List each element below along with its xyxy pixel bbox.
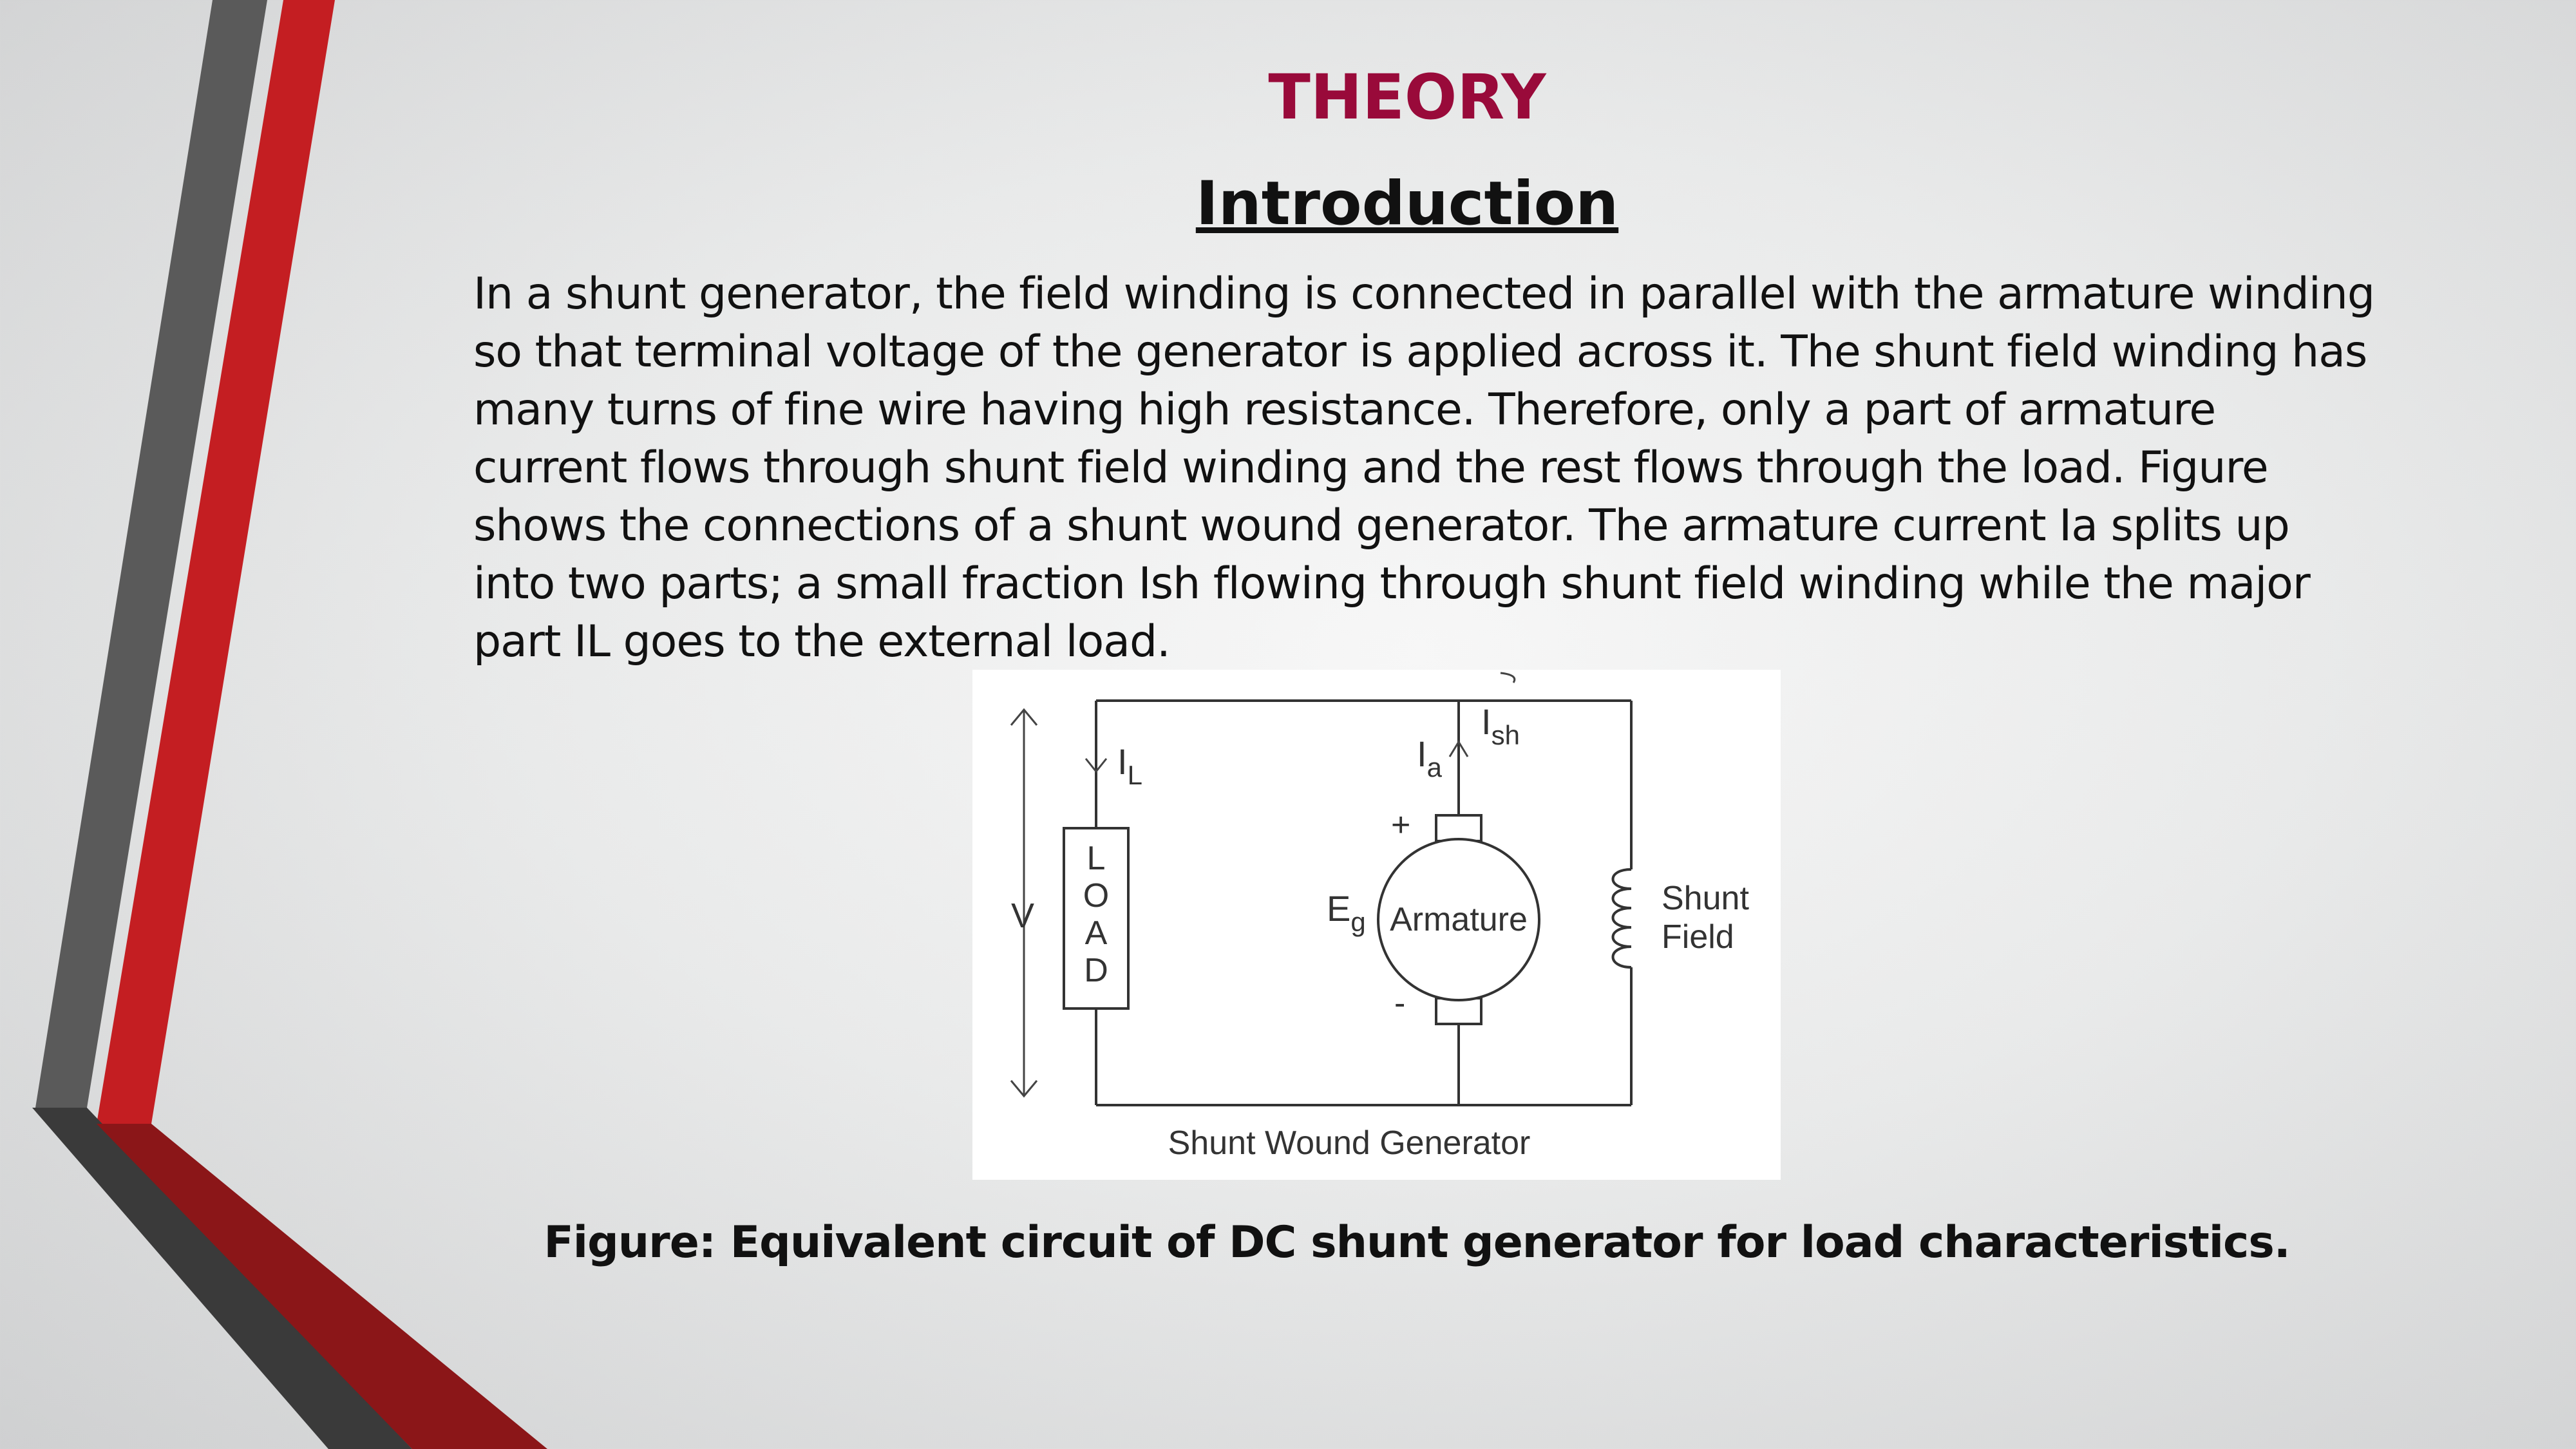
shunt-generator-circuit <box>972 670 1781 1180</box>
figure-caption: Figure: Equivalent circuit of DC shunt generator for load characteristics. <box>544 1217 2290 1268</box>
voltage-label: V <box>1011 896 1035 935</box>
armature-brush-bottom <box>1436 998 1481 1024</box>
load-letter-o: O <box>1083 877 1110 914</box>
armature-label: Armature <box>1390 901 1528 938</box>
load-letter-d: D <box>1084 952 1108 989</box>
intro-paragraph: In a shunt generator, the field winding is connected in parallel with the armature winding so that terminal voltage of the generator is applied across it. The shunt field winding has many turns of fine wire having high resistance. Therefore, only a part of armature current flows through shunt field winding and the rest flows through the load. Figure shows the connections of a shunt wound generator. The armature current Ia splits up into two parts; a small fraction Ish flowing through shunt field winding while the major part IL goes to the external load. <box>473 269 2375 667</box>
load-current-label: $I_L$ <box>1117 741 1142 790</box>
load-letter-l: L <box>1086 840 1106 877</box>
shunt-current-label: $I_{sh}$ <box>1481 701 1520 750</box>
shunt-field-label-line1: Shunt <box>1662 880 1749 917</box>
load-letter-a: A <box>1084 914 1108 952</box>
dark-stripe-lower <box>32 1108 412 1449</box>
minus-sign: - <box>1394 985 1406 1022</box>
diagram-title: Shunt Wound Generator <box>1168 1124 1531 1162</box>
shunt-field-label-line2: Field <box>1662 918 1734 956</box>
plus-sign: + <box>1391 806 1411 844</box>
page-title: THEORY <box>1268 61 1546 133</box>
section-heading: Introduction <box>1195 169 1619 239</box>
shunt-field-coil <box>1613 869 1632 967</box>
armature-current-label: $I_a$ <box>1417 734 1442 782</box>
emf-label: $E_g$ <box>1327 888 1366 937</box>
circuit-figure <box>972 670 1781 1180</box>
armature-brush-top <box>1436 815 1481 841</box>
